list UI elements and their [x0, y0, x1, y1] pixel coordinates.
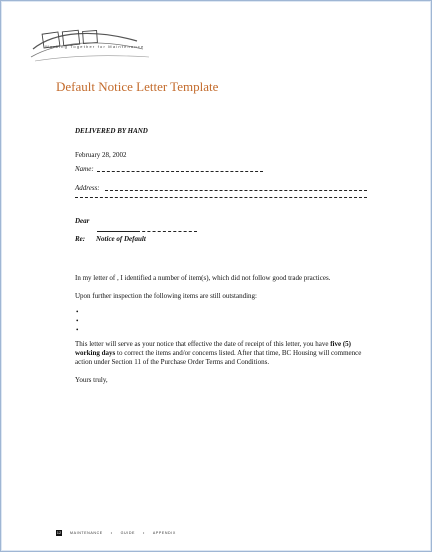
- paragraph-3-text-b: to correct the items and/or concerns listed. After that time, BC Housing will commence action under Section 11 of the Purchase Order Terms and Conditions.: [75, 349, 362, 366]
- bullet-item: •: [76, 317, 79, 325]
- paragraph-1: In my letter of , I identified a number of item(s), which did not follow good trade practices.: [75, 274, 331, 282]
- salutation: Dear: [75, 217, 90, 225]
- re-subject: Notice of Default: [96, 235, 146, 243]
- closing: Yours truly,: [75, 376, 108, 384]
- address-label: Address:: [75, 184, 100, 192]
- letter-date: February 28, 2002: [75, 151, 127, 159]
- page-footer: [56, 529, 176, 537]
- footer-label: GUIDE: [120, 531, 136, 535]
- footer-label: MAINTENANCE: [70, 531, 103, 535]
- document-title: Default Notice Letter Template: [56, 79, 219, 94]
- paragraph-3-emphasis: five (5) working days: [75, 340, 351, 357]
- paragraph-3-text-a: This letter will serve as your notice that effective the date of receipt of this letter, you have: [75, 340, 331, 348]
- address-blank-line-2: [75, 197, 367, 198]
- address-blank-line: [105, 190, 367, 191]
- footer-separator: •: [143, 531, 145, 535]
- name-blank-line: [97, 171, 263, 172]
- bullet-item: •: [76, 326, 79, 334]
- footer-label: APPENDIX: [152, 531, 176, 535]
- salutation-blank-line: [97, 231, 137, 232]
- re-label: Re:: [75, 235, 86, 243]
- paragraph-3: [75, 340, 365, 367]
- salutation-blank-line-2: [137, 231, 197, 232]
- paragraph-2: Upon further inspection the following items are still outstanding:: [75, 292, 257, 300]
- name-label: Name:: [75, 165, 94, 173]
- page-number-box: 12: [56, 530, 62, 535]
- bullet-item: •: [76, 308, 79, 316]
- logo-tagline: Working Together for Maintenance: [45, 44, 145, 49]
- footer-separator: •: [110, 531, 113, 535]
- delivery-line: DELIVERED BY HAND: [75, 127, 148, 135]
